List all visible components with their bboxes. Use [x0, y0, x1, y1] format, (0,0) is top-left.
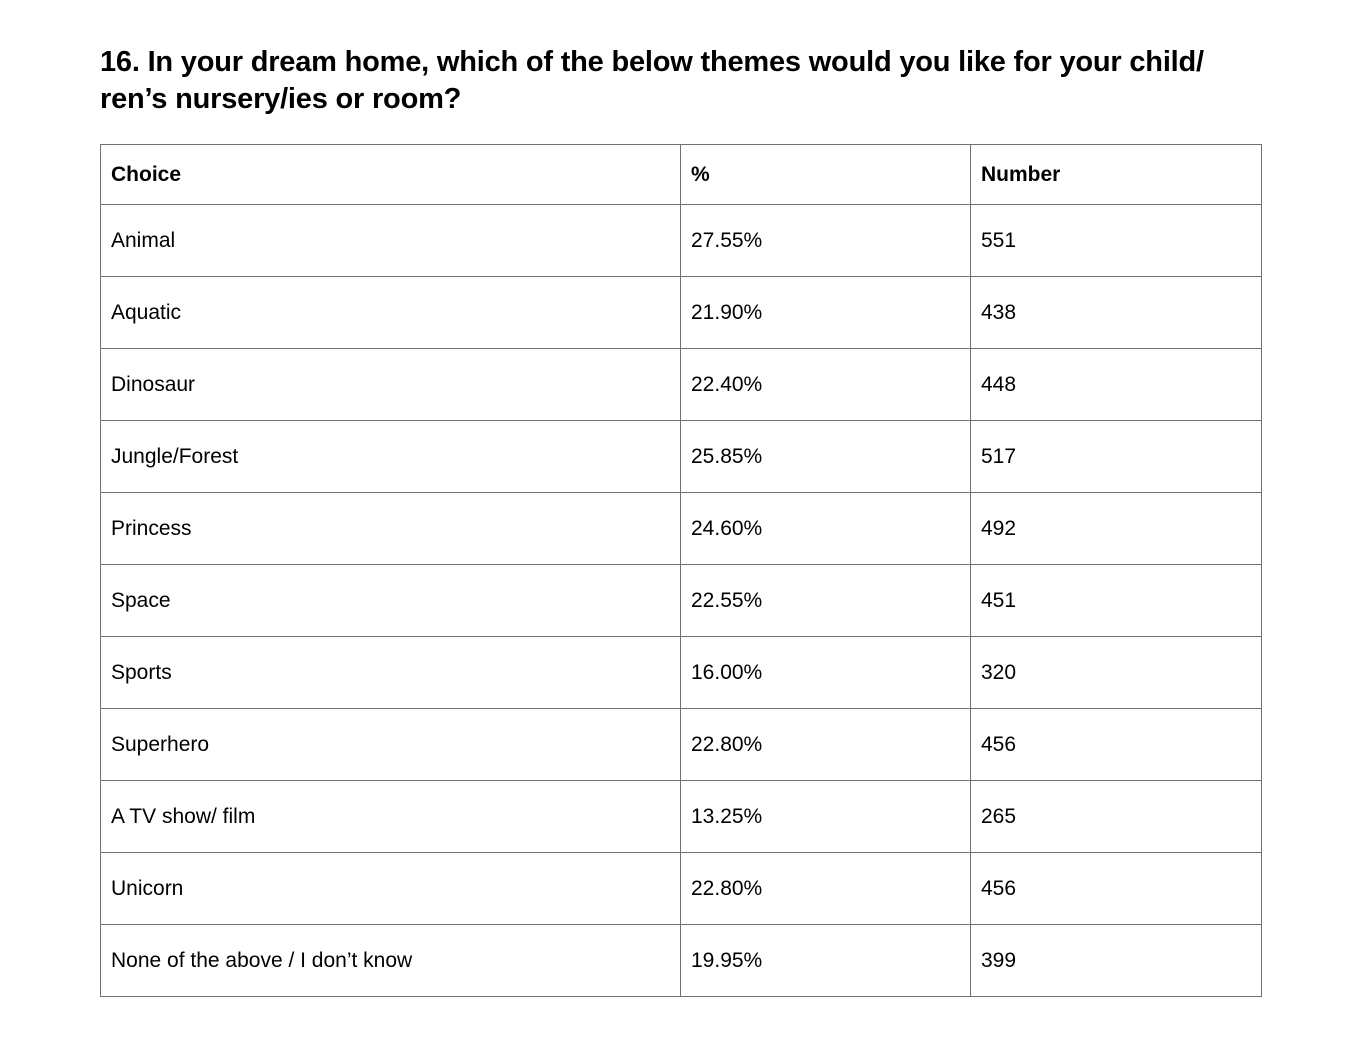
cell-percent: 21.90%: [681, 277, 971, 349]
cell-choice: Princess: [101, 493, 681, 565]
cell-number: 492: [971, 493, 1262, 565]
page-title: 16. In your dream home, which of the below themes would you like for your child/ ren’s nursery/ies or room?: [100, 46, 1204, 115]
cell-percent: 13.25%: [681, 781, 971, 853]
table-row: [101, 853, 1262, 925]
results-table: [100, 144, 1262, 997]
table-row: [101, 565, 1262, 637]
cell-choice: Animal: [101, 205, 681, 277]
cell-number: 551: [971, 205, 1262, 277]
cell-choice: None of the above / I don’t know: [101, 925, 681, 997]
cell-percent: 24.60%: [681, 493, 971, 565]
cell-number: 456: [971, 853, 1262, 925]
cell-percent: 22.40%: [681, 349, 971, 421]
cell-percent: 27.55%: [681, 205, 971, 277]
table-row: [101, 421, 1262, 493]
cell-choice: Dinosaur: [101, 349, 681, 421]
column-header-number: Number: [971, 145, 1262, 205]
cell-choice: Aquatic: [101, 277, 681, 349]
table-row: [101, 493, 1262, 565]
cell-number: 265: [971, 781, 1262, 853]
cell-percent: 25.85%: [681, 421, 971, 493]
table-row: [101, 709, 1262, 781]
cell-number: 451: [971, 565, 1262, 637]
cell-choice: A TV show/ film: [101, 781, 681, 853]
cell-percent: 19.95%: [681, 925, 971, 997]
cell-choice: Jungle/Forest: [101, 421, 681, 493]
cell-number: 456: [971, 709, 1262, 781]
cell-number: 448: [971, 349, 1262, 421]
table-row: [101, 349, 1262, 421]
table-header-row: [101, 145, 1262, 205]
cell-number: 517: [971, 421, 1262, 493]
cell-number: 438: [971, 277, 1262, 349]
column-header-choice: Choice: [101, 145, 681, 205]
table-row: [101, 637, 1262, 709]
table-row: [101, 205, 1262, 277]
cell-choice: Superhero: [101, 709, 681, 781]
cell-choice: Sports: [101, 637, 681, 709]
cell-percent: 22.80%: [681, 853, 971, 925]
table-row: [101, 277, 1262, 349]
cell-choice: Unicorn: [101, 853, 681, 925]
column-header-percent: %: [681, 145, 971, 205]
cell-number: 399: [971, 925, 1262, 997]
cell-percent: 16.00%: [681, 637, 971, 709]
cell-percent: 22.55%: [681, 565, 971, 637]
cell-choice: Space: [101, 565, 681, 637]
cell-percent: 22.80%: [681, 709, 971, 781]
cell-number: 320: [971, 637, 1262, 709]
table-row: [101, 781, 1262, 853]
table-row: [101, 925, 1262, 997]
